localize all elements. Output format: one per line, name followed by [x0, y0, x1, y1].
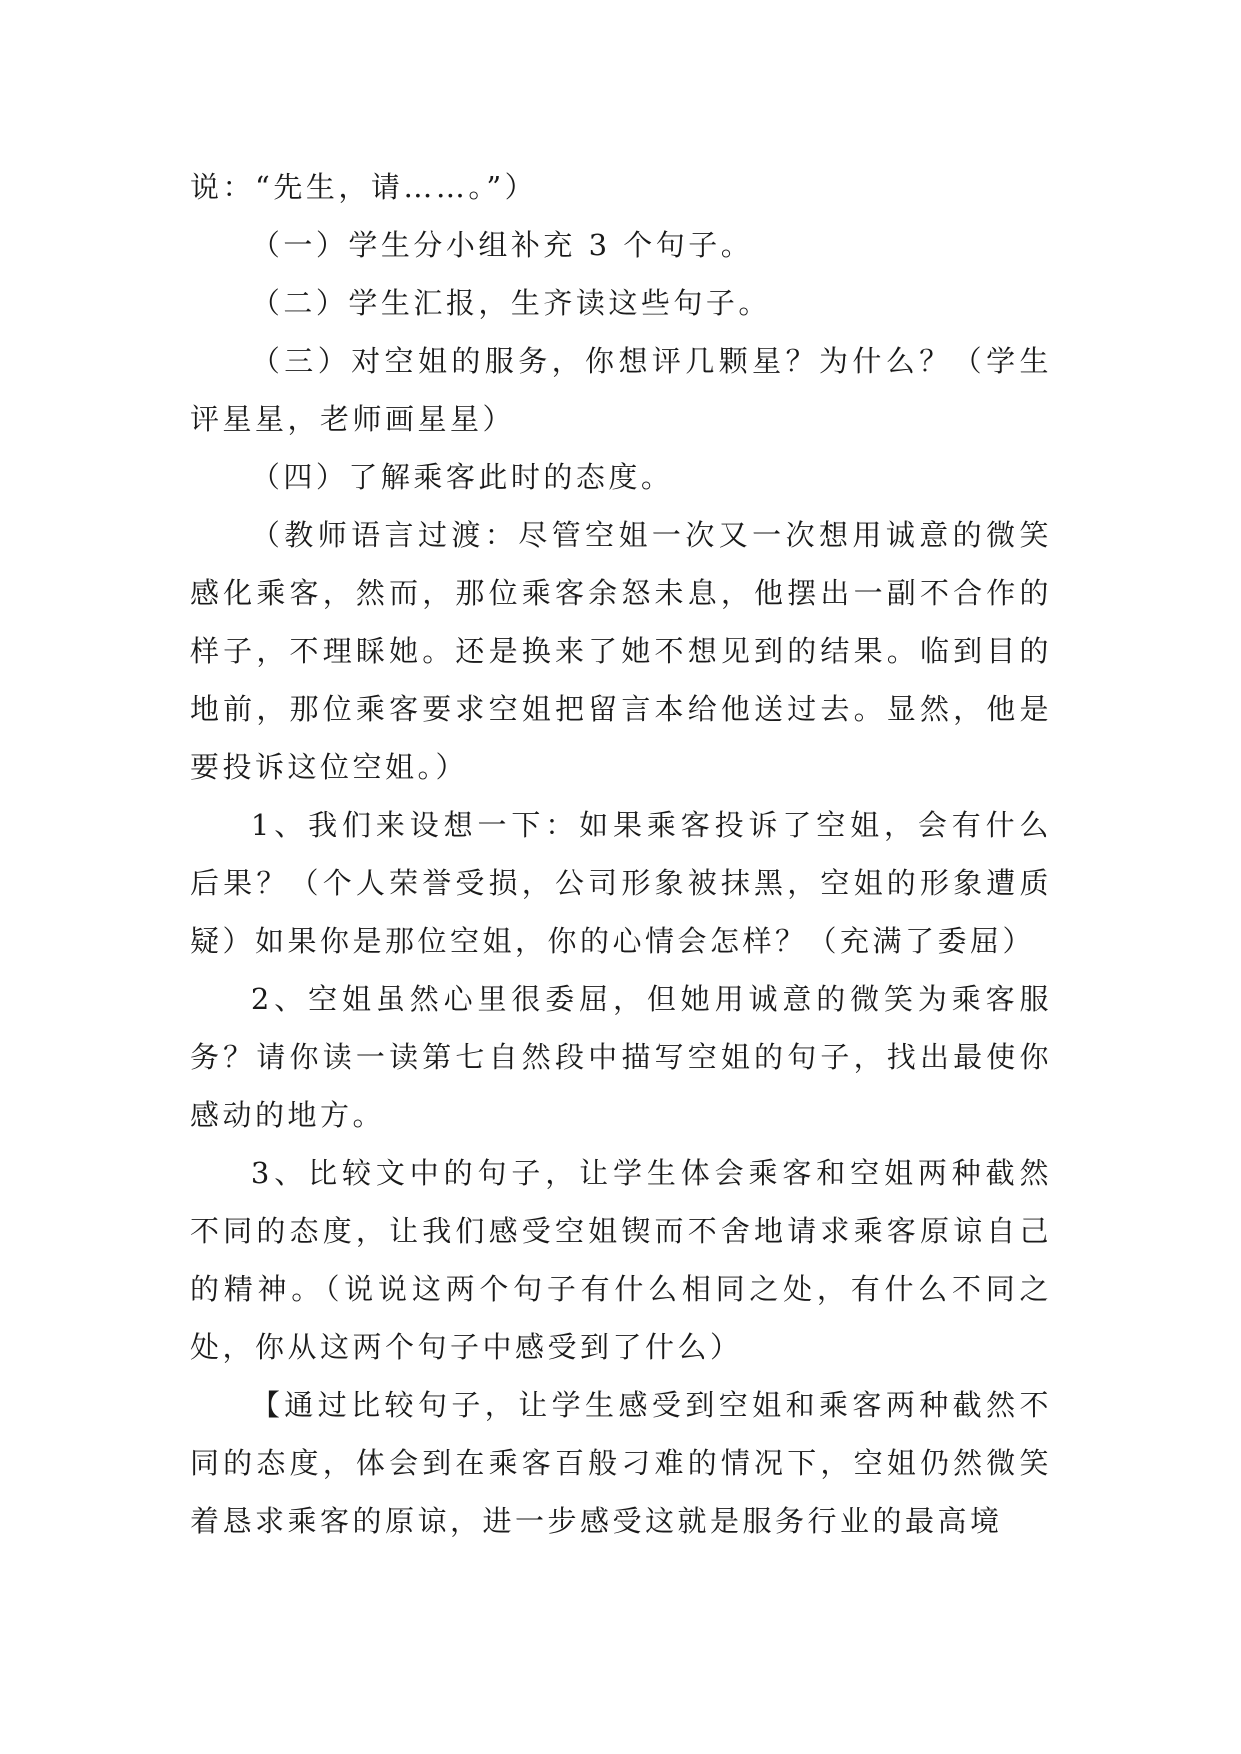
paragraph-step-2: （二）学生汇报，生齐读这些句子。	[250, 286, 771, 320]
paragraph-design-note: 【通过比较句子，让学生感受到空姐和乘客两种截然不同的态度，体会到在乘客百般刁难的情况下，空姐仍然微笑着恳求乘客的原谅，进一步感受这就是服务行业的最高境	[190, 1388, 1052, 1538]
paragraph-item-2: 2、空姐虽然心里很委屈，但她用诚意的微笑为乘客服务？请你读一读第七自然段中描写空姐的句子，找出最使你感动的地方。	[190, 982, 1052, 1132]
paragraph-step-3: （三）对空姐的服务，你想评几颗星？为什么？（学生评星星，老师画星星）	[190, 344, 1052, 436]
paragraph-item-1: 1、我们来设想一下：如果乘客投诉了空姐，会有什么后果？（个人荣誉受损，公司形象被抹黑，空姐的形象遭质疑）如果你是那位空姐，你的心情会怎样？（充满了委屈）	[190, 808, 1052, 958]
paragraph-step-1: （一）学生分小组补充 3 个句子。	[250, 228, 754, 262]
paragraph-teacher-transition: （教师语言过渡：尽管空姐一次又一次想用诚意的微笑感化乘客，然而，那位乘客余怒未息，他摆出一副不合作的样子，不理睬她。还是换来了她不想见到的结果。临到目的地前，那位乘客要求空姐把留言本给他送过去。显然，他是要投诉这位空姐。）	[190, 518, 1052, 784]
document-body	[190, 158, 1052, 1550]
paragraph-continuation: 说：“先生，请……。”）	[190, 170, 538, 204]
paragraph-item-3: 3、比较文中的句子，让学生体会乘客和空姐两种截然不同的态度，让我们感受空姐锲而不舍地请求乘客原谅自己的精神。（说说这两个句子有什么相同之处，有什么不同之处，你从这两个句子中感受到了什么）	[190, 1156, 1052, 1364]
paragraph-step-4: （四）了解乘客此时的态度。	[250, 460, 674, 494]
